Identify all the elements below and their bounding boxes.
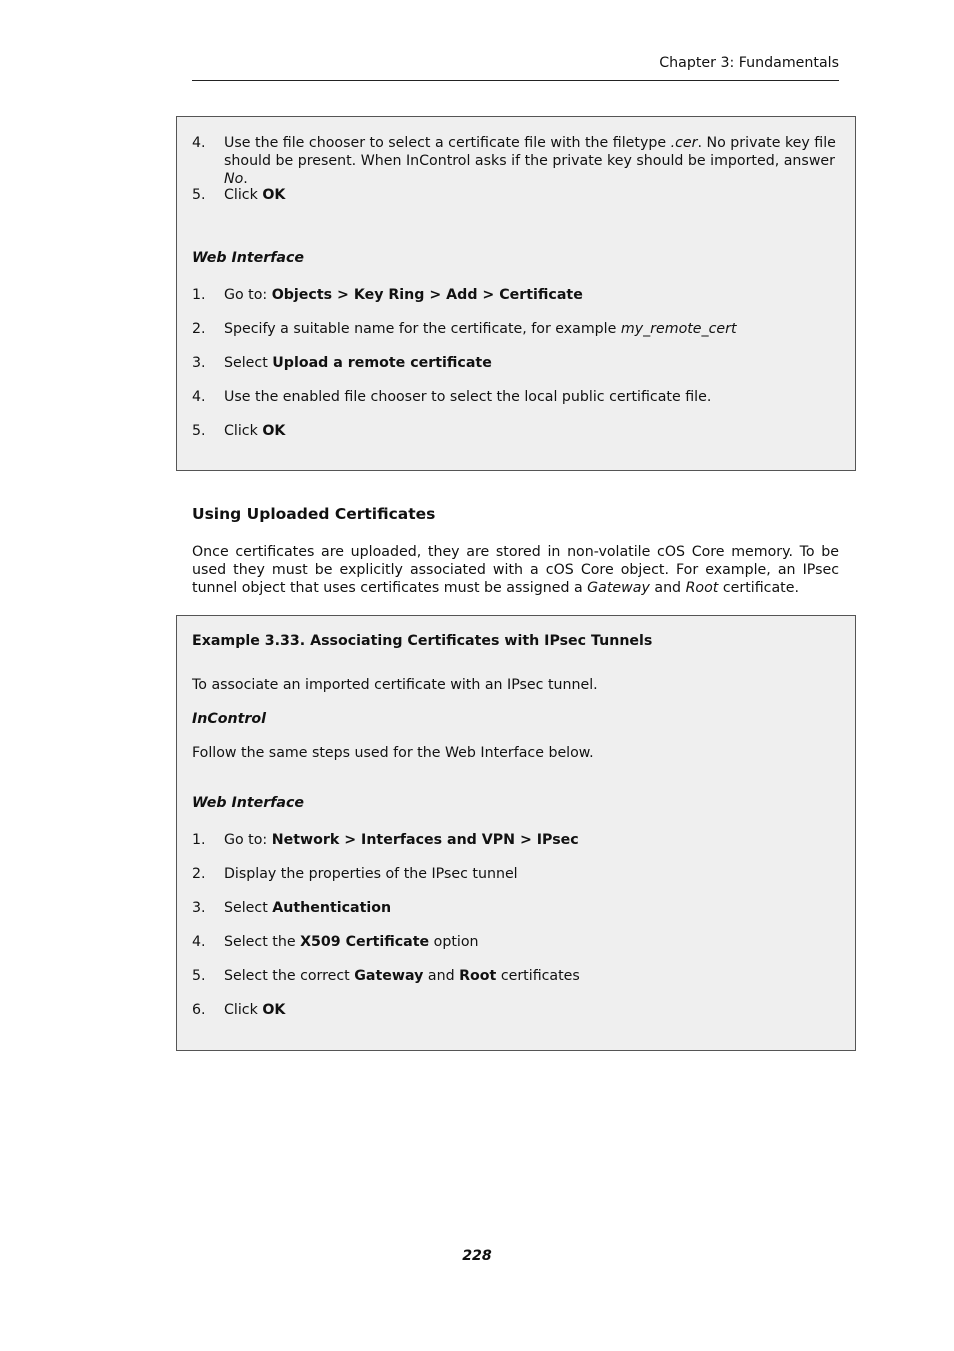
- example-title: Example 3.33. Associating Certificates with IPsec Tunnels: [192, 633, 653, 649]
- incontrol-heading: InControl: [192, 711, 267, 727]
- web-interface-heading: Web Interface: [192, 795, 305, 811]
- web-interface-heading: Web Interface: [192, 250, 305, 266]
- example-intro: To associate an imported certificate with an IPsec tunnel.: [192, 677, 598, 693]
- chapter-title: Chapter 3: Fundamentals: [659, 55, 839, 71]
- section-paragraph: Once certificates are uploaded, they are stored in non-volatile cOS Core memory. To be used they must be explicitly associated with a cOS Core object. For example, an IPsec tunnel object that uses certificates must be assigned a Gateway and Root certificate.: [192, 544, 839, 596]
- example-continuation-box: 4. Use the file chooser to select a certificate file with the filetype .cer. No private key file should be present. When InControl asks if the private key should be imported, answer No. 5. Click OK Web Interface 1. Go to: Objects > Key Ring > Add > Certificate 2. Specify a suitable name for the certificate, for example my_remote_cert 3. Select Upload a remote certificate 4. Use the enabled file chooser to select the local public certificate file. 5. Click OK: [176, 116, 856, 471]
- incontrol-text: Follow the same steps used for the Web Interface below.: [192, 745, 594, 761]
- example-box: Example 3.33. Associating Certificates with IPsec Tunnels To associate an imported certificate with an IPsec tunnel. InControl Follow the same steps used for the Web Interface below. Web Interface 1. Go to: Network > Interfaces and VPN > IPsec 2. Display the properties of the IPsec tunnel 3. Select Authentication 4. Select the X509 Certificate option 5. Select the correct Gateway and Root certificates 6. Click OK: [176, 615, 856, 1051]
- section-heading: Using Uploaded Certificates: [192, 505, 436, 523]
- page-header: [192, 55, 839, 81]
- page-number: 228: [462, 1248, 492, 1264]
